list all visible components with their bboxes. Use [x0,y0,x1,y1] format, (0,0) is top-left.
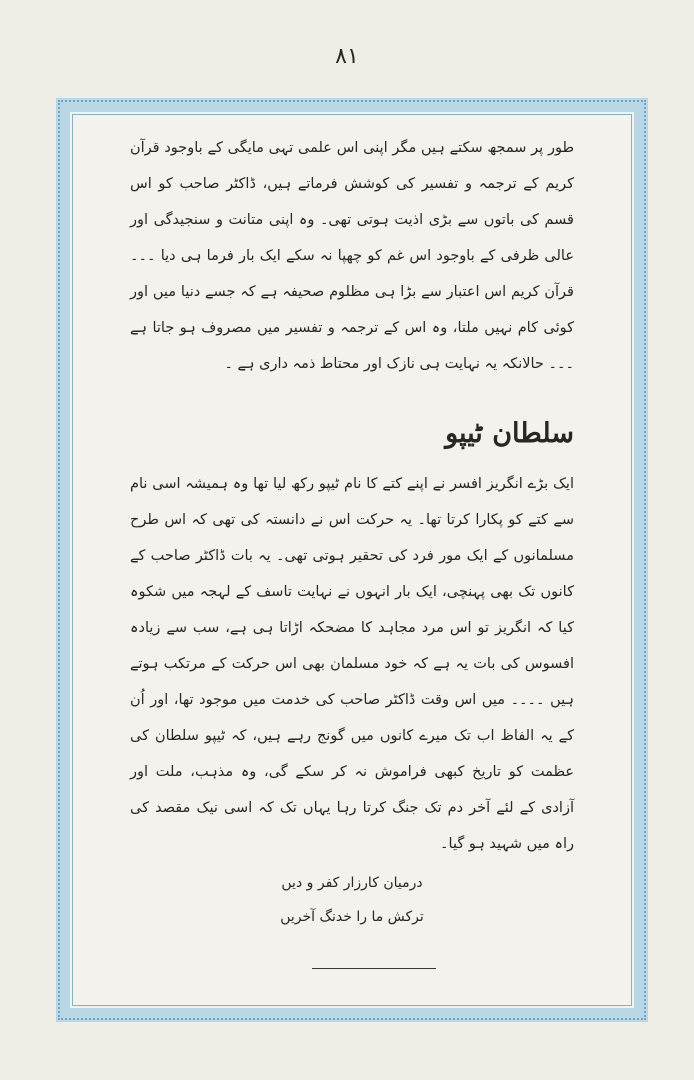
couplet-line-1: درمیان کارزار کفر و دیں [281,875,423,891]
page-number: ۸۱ [335,44,359,69]
decorative-page-border [56,98,648,1022]
paragraph-tipu-anecdote: ایک بڑے انگریز افسر نے اپنے کتے کا نام ٹیپو رکھ لیا تھا وہ ہمیشہ اسی نام سے کتے کو پکارا کرتا تھا۔ یہ حرکت اس نے دانستہ کی تھی کہ اس طرح مسلمانوں کے ایک مور فرد کی تحقیر ہوتی تھی۔ یہ بات ڈاکٹر صاحب کے کانوں تک بھی پہنچی، ایک بار انہوں نے نہایت تاسف کے لہجہ میں شکوہ کیا کہ انگریز تو اس مرد مجاہد کا مضحکہ اڑاتا ہی ہے، سب سے زیادہ افسوس کی بات یہ ہے کہ خود مسلمان بھی اس حرکت کے مرتکب ہوتے ہیں ۔۔۔۔ میں اس وقت ڈاکٹر صاحب کی خدمت میں موجود تھا، اور اُن کے یہ الفاظ اب تک میرے کانوں میں گونج رہے ہیں، کہ ٹیپو سلطان کی عظمت کو تاریخ کبھی فراموش نہ کر سکے گی، وہ مذہب، ملت اور آزادی کے لئے آخر دم تک جنگ کرتا رہا یہاں تک کہ اسی نیک مقصد کی راہ میں شہید ہو گیا۔ [130,476,574,852]
section-heading-sultan-tipu: سلطان ٹیپو [445,418,574,449]
paragraph-quran-translation: طور پر سمجھ سکتے ہیں مگر اپنی اس علمی تہی مایگی کے باوجود قرآن کریم کے ترجمہ و تفسیر کی کوشش فرماتے ہیں، ڈاکٹر صاحب کو اس قسم کی باتوں سے بڑی اذیت ہوتی تھی۔ وہ اپنی متانت و سنجیدگی اور عالی ظرفی کے باوجود اس غم کو چھپا نہ سکے ایک بار فرما ہی دیا ۔۔۔ قرآن کریم اس اعتبار سے بڑا ہی مظلوم صحیفہ ہے کہ جسے دنیا میں اور کوئی کام نہیں ملتا، وہ اس کے ترجمہ و تفسیر میں مصروف ہو جاتا ہے ۔۔۔ حالانکہ یہ نہایت ہی نازک اور محتاط ذمہ داری ہے ۔ [130,140,574,372]
persian-couplet [130,866,574,934]
couplet-line-2: ترکش ما را خدنگ آخریں [280,909,424,925]
closing-rule [312,968,436,969]
page-body [130,130,574,934]
